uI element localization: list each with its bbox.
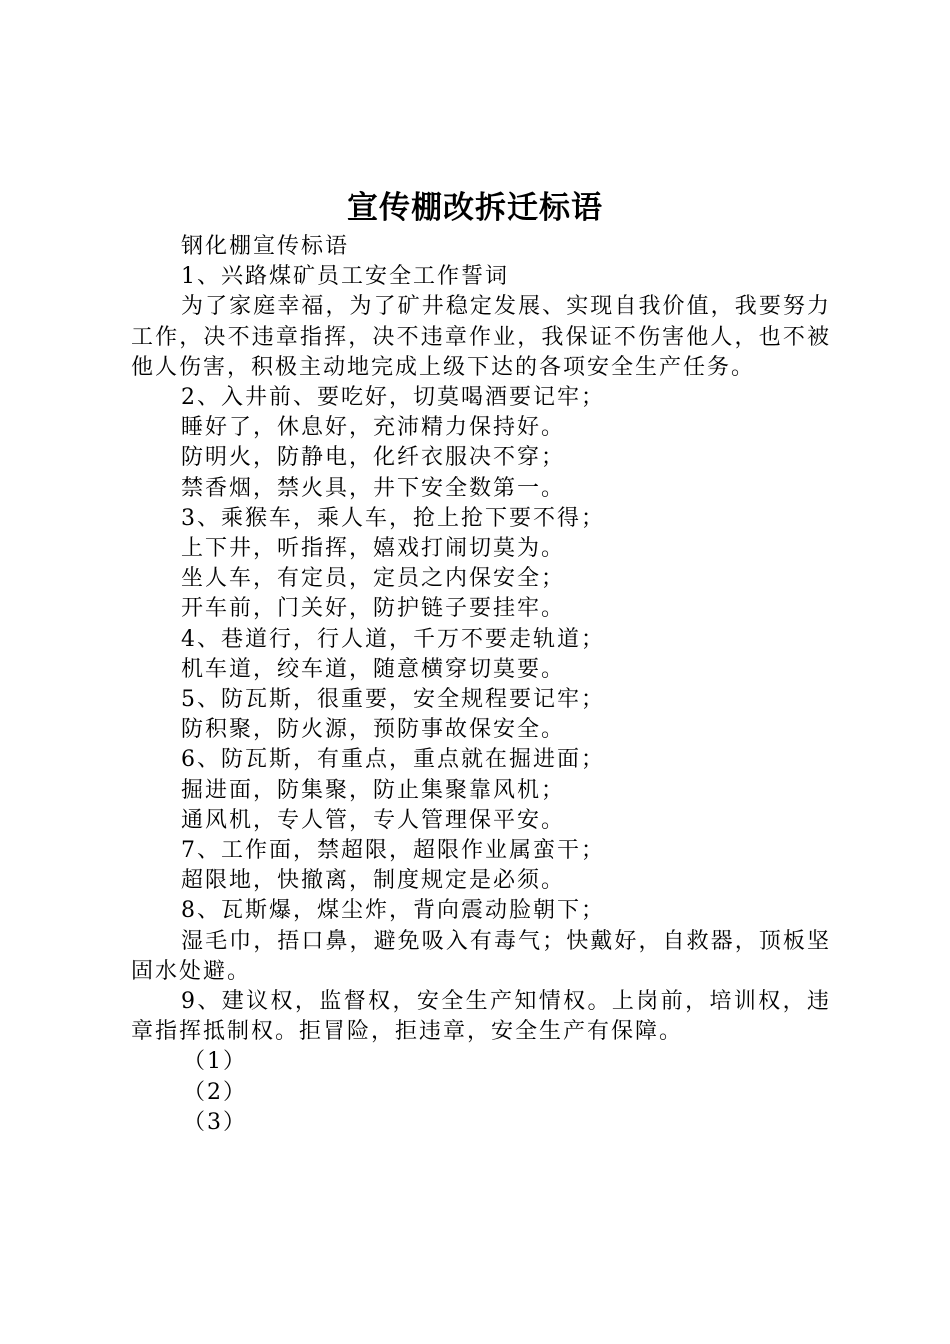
text-line: 禁香烟，禁火具，井下安全数第一。 (181, 475, 566, 501)
text-line: 3、乘猴车，乘人车，抢上抢下要不得； (181, 505, 605, 531)
text-line: 通风机，专人管，专人管理保平安。 (181, 807, 566, 833)
text-line: 掘进面，防集聚，防止集聚靠风机； (181, 777, 566, 803)
text-line: 8、瓦斯爆，煤尘炸，背向震动脸朝下； (181, 898, 605, 924)
text-line: 6、防瓦斯，有重点，重点就在掘进面； (181, 747, 605, 773)
list-marker: （1） (183, 1049, 247, 1075)
text-line: 1、兴路煤矿员工安全工作誓词 (181, 264, 509, 290)
text-line: 坐人车，有定员，定员之内保安全； (181, 566, 566, 592)
document-body (131, 232, 831, 1138)
text-line: 5、防瓦斯，很重要，安全规程要记牢； (181, 687, 605, 713)
paragraph: 为了家庭幸福，为了矿井稳定发展、实现自我价值，我要努力工作，决不违章指挥，决不违章作业，我保证不伤害他人，也不被他人伤害，积极主动地完成上级下达的各项安全生产任务。 (131, 294, 831, 380)
paragraph: 9、建议权，监督权，安全生产知情权。上岗前，培训权，违章指挥抵制权。拒冒险，拒违章，安全生产有保障。 (131, 989, 831, 1045)
document-title: 宣传棚改拆迁标语 (347, 190, 603, 226)
text-line: 机车道，绞车道，随意横穿切莫要。 (181, 656, 566, 682)
text-line: 2、入井前、要吃好，切莫喝酒要记牢； (181, 385, 605, 411)
text-line: 睡好了，休息好，充沛精力保持好。 (181, 415, 566, 441)
text-line: 防明火，防静电，化纤衣服决不穿； (181, 445, 566, 471)
text-line: 4、巷道行，行人道，千万不要走轨道； (181, 626, 605, 652)
paragraph: 湿毛巾，捂口鼻，避免吸入有毒气；快戴好，自救器，顶板坚固水处避。 (131, 928, 831, 984)
text-line: 防积聚，防火源，预防事故保安全。 (181, 717, 566, 743)
list-marker: （2） (183, 1079, 247, 1105)
list-marker: （3） (183, 1109, 247, 1135)
text-line: 上下井，听指挥，嬉戏打闹切莫为。 (181, 536, 566, 562)
text-line: 7、工作面，禁超限，超限作业属蛮干； (181, 838, 605, 864)
text-line: 超限地，快撤离，制度规定是必须。 (181, 868, 566, 894)
text-line: 开车前，门关好，防护链子要挂牢。 (181, 596, 566, 622)
document-subtitle: 钢化棚宣传标语 (181, 234, 350, 259)
